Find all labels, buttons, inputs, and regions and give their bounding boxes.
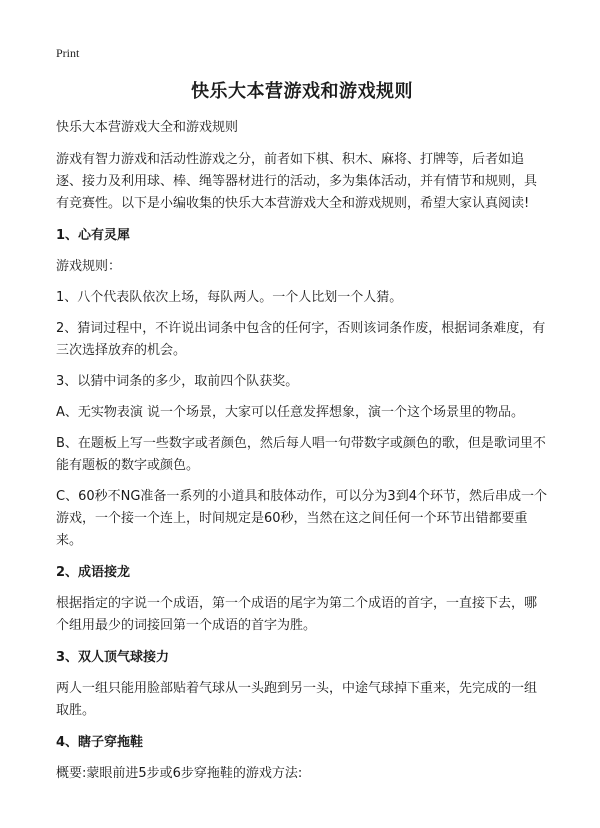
paragraph: 3、以猜中词条的多少，取前四个队获奖。 bbox=[56, 374, 299, 389]
paragraph: 2、猜词过程中，不许说出词条中包含的任何字，否则该词条作废，根据词条难度，有三次选择放弃的机会。 bbox=[56, 321, 546, 358]
paragraph: A、无实物表演 说一个场景，大家可以任意发挥想象，演一个这个场景里的物品。 bbox=[56, 405, 525, 420]
section-heading: 2、成语接龙 bbox=[56, 565, 131, 580]
paragraph: C、60秒不NG准备一系列的小道具和肢体动作，可以分为3到4个环节，然后串成一个游戏，一个接一个连上，时间规定是60秒，当然在这之间任何一个环节出错都要重来。 bbox=[56, 489, 547, 548]
print-label[interactable]: Print bbox=[56, 46, 80, 60]
paragraph: 两人一组只能用脸部贴着气球从一头跑到另一头，中途气球掉下重来，先完成的一组取胜。 bbox=[56, 681, 538, 718]
paragraph: 概要:蒙眼前进5步或6步穿拖鞋的游戏方法: bbox=[56, 766, 303, 781]
section-heading: 1、心有灵犀 bbox=[56, 228, 131, 243]
paragraph: 1、八个代表队依次上场，每队两人。一个人比划一个人猜。 bbox=[56, 290, 403, 305]
section-heading: 4、瞎子穿拖鞋 bbox=[56, 735, 144, 750]
section-heading: 3、双人顶气球接力 bbox=[56, 650, 170, 665]
paragraph: B、在题板上写一些数字或者颜色，然后每人唱一句带数字或颜色的歌，但是歌词里不能有题板的数字或颜色。 bbox=[56, 436, 546, 473]
document-subtitle: 快乐大本营游戏大全和游戏规则 bbox=[56, 120, 239, 135]
document-title: 快乐大本营游戏和游戏规则 bbox=[191, 81, 413, 102]
paragraph: 根据指定的字说一个成语，第一个成语的尾字为第二个成语的首字，一直接下去，哪个组用最少的词接回第一个成语的首字为胜。 bbox=[56, 596, 538, 633]
paragraph: 游戏规则： bbox=[56, 259, 122, 274]
intro-paragraph: 游戏有智力游戏和活动性游戏之分，前者如下棋、积木、麻将、打牌等，后者如追逐、接力及利用球、棒、绳等器材进行的活动，多为集体活动，并有情节和规则，具有竞赛性。以下是小编收集的快乐大本营游戏大全和游戏规则，希望大家认真阅读! bbox=[56, 152, 538, 211]
